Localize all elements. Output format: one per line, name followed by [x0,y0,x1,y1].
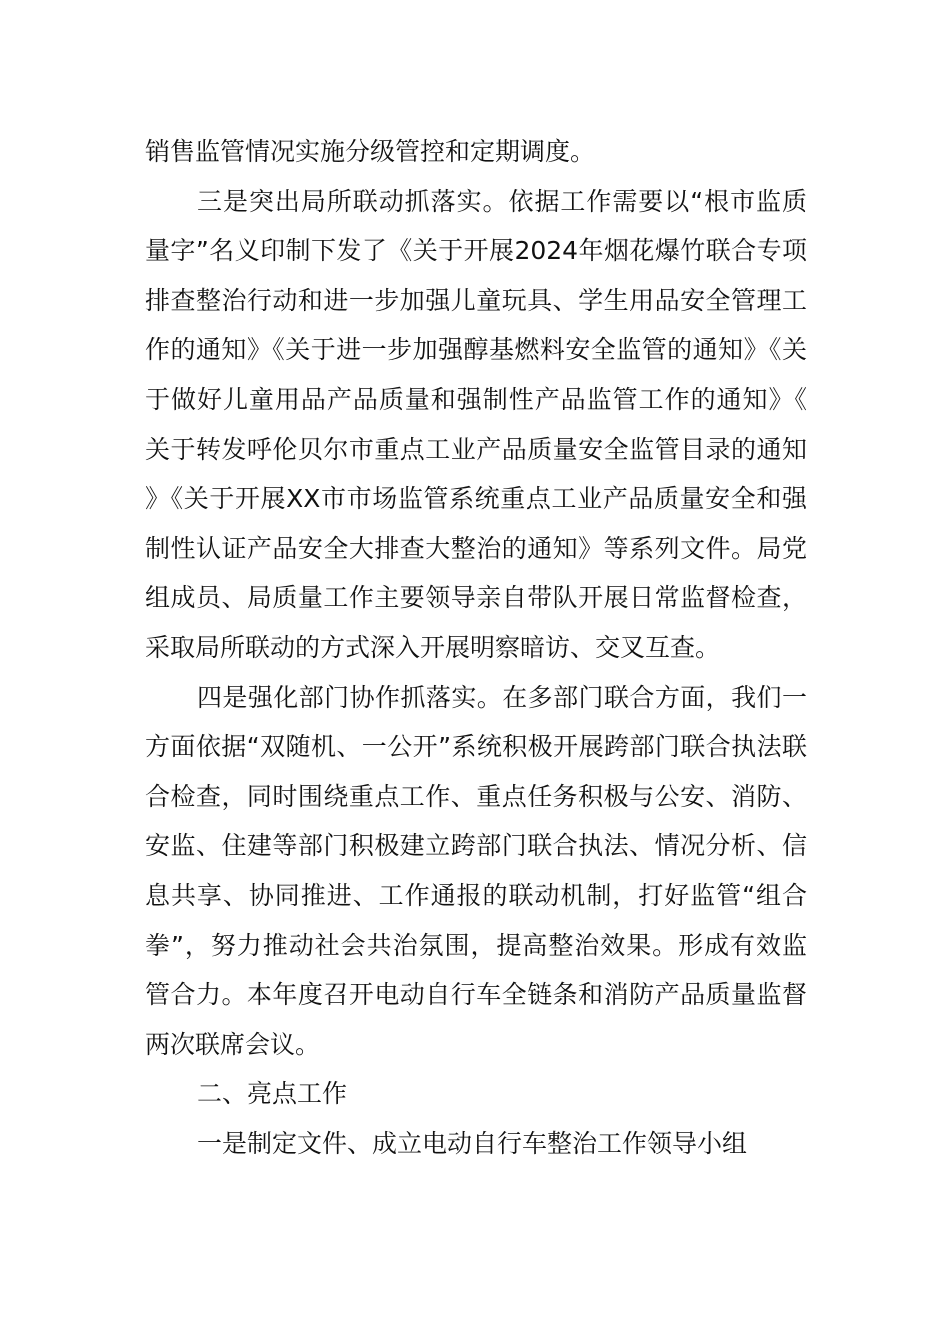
document-body [145,127,807,1168]
paragraph-highlight-one: 一是制定文件、成立电动自行车整治工作领导小组 [197,1128,748,1158]
section-heading-highlights: 二、亮点工作 [197,1079,348,1109]
paragraph-continuation: 销售监管情况实施分级管控和定期调度。 [145,137,596,166]
paragraph-department-cooperation: 四是强化部门协作抓落实。在多部门联合方面，我们一方面依据“双随机、一公开”系统积极开展跨部门联合执法联合检查，同时围绕重点工作、重点任务积极与公安、消防、安监、住建等部门积极建立跨部门联合执法、情况分析、信息共享、协同推进、工作通报的联动机制，打好监管“组合拳”，努力推动社会共治氛围，提高整治效果。形成有效监管合力。本年度召开电动自行车全链条和消防产品质量监督两次联席会议。 [145,682,807,1059]
paragraph-liaison-implementation: 三是突出局所联动抓落实。依据工作需要以“根市监质量字”名义印制下发了《关于开展2024年烟花爆竹联合专项排查整治行动和进一步加强儿童玩具、学生用品安全管理工作的通知》《关于进一步加强醇基燃料安全监管的通知》《关于做好儿童用品产品质量和强制性产品监管工作的通知》《关于转发呼伦贝尔市重点工业产品质量安全监管目录的通知》《关于开展XX市市场监管系统重点工业产品质量安全和强制性认证产品安全大排查大整治的通知》等系列文件。局党组成员、局质量工作主要领导亲自带队开展日常监督检查，采取局所联动的方式深入开展明察暗访、交叉互查。 [145,186,807,662]
